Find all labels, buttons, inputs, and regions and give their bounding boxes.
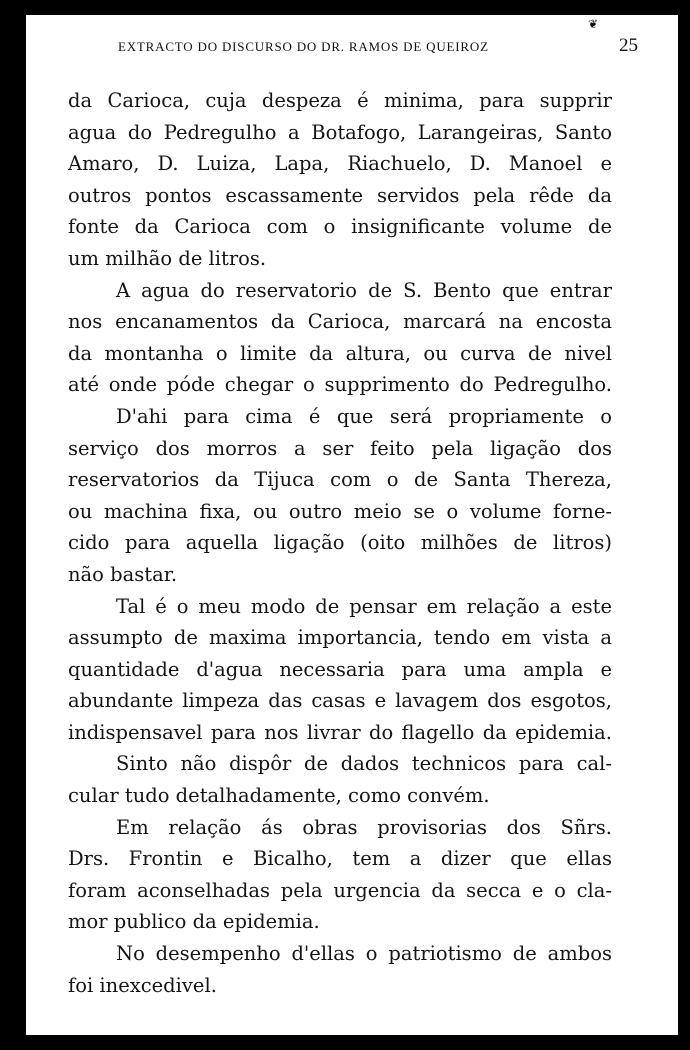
text-line: um milhão de litros. [68,246,267,270]
text-line: serviço dos morros a ser feito pela ligação dos [68,436,612,460]
text-line: agua do Pedregulho a Botafogo, Larangeiras, Santo [68,120,612,144]
text-line: da montanha o limite da altura, ou curva de nivel [68,341,612,365]
text-line: mor publico da epidemia. [68,910,320,934]
text-line: da Carioca, cuja despeza é minima, para supprir [68,89,612,112]
text-line: fonte da Carioca com o insignificante volume de [68,215,612,239]
text-line: ou machina fixa, ou outro meio se o volume forne- [68,499,612,523]
text-line: até onde póde chegar o supprimento do Pedregulho. [68,373,612,397]
text-line: quantidade d'agua necessaria para uma ampla e [68,657,612,681]
text-line: cular tudo detalhadamente, como convém. [68,784,490,808]
text-line: No desempenho d'ellas o patriotismo de ambos [116,942,612,966]
text-line: Em relação ás obras provisorias dos Sñrs. [116,815,612,839]
text-line: abundante limpeza das casas e lavagem dos esgotos, [68,689,612,713]
text-line: foram aconselhadas pela urgencia da secca e o cla- [68,878,612,902]
book-page [26,15,678,1035]
text-line: cido para aquella ligação (oito milhões de litros) [68,531,612,555]
text-line: foi inexcedivel. [68,973,217,997]
text-line: nos encanamentos da Carioca, marcará na encosta [68,310,612,334]
text-line: D'ahi para cima é que será propriamente o [116,404,612,428]
text-line: assumpto de maxima importancia, tendo em vista a [68,626,612,650]
ornament-mark: ❦ [587,17,598,31]
text-line: indispensavel para nos livrar do flagello da epidemia. [68,720,612,744]
running-header: EXTRACTO DO DISCURSO DO DR. RAMOS DE QUEIROZ [118,39,489,54]
text-line: Sinto não dispôr de dados technicos para cal- [116,752,612,776]
page-number: 25 [619,35,638,56]
text-line: A agua do reservatorio de S. Bento que entrar [116,278,612,302]
text-line: reservatorios da Tijuca com o de Santa Thereza, [68,468,612,492]
text-line: Tal é o meu modo de pensar em relação a este [116,594,612,618]
text-line: outros pontos escassamente servidos pela rêde da [68,183,612,207]
text-line: Drs. Frontin e Bicalho, tem a dizer que ellas [68,847,612,871]
body-text [68,85,612,1001]
text-line: não bastar. [68,562,178,586]
text-line: Amaro, D. Luiza, Lapa, Riachuelo, D. Manoel e [68,152,612,176]
